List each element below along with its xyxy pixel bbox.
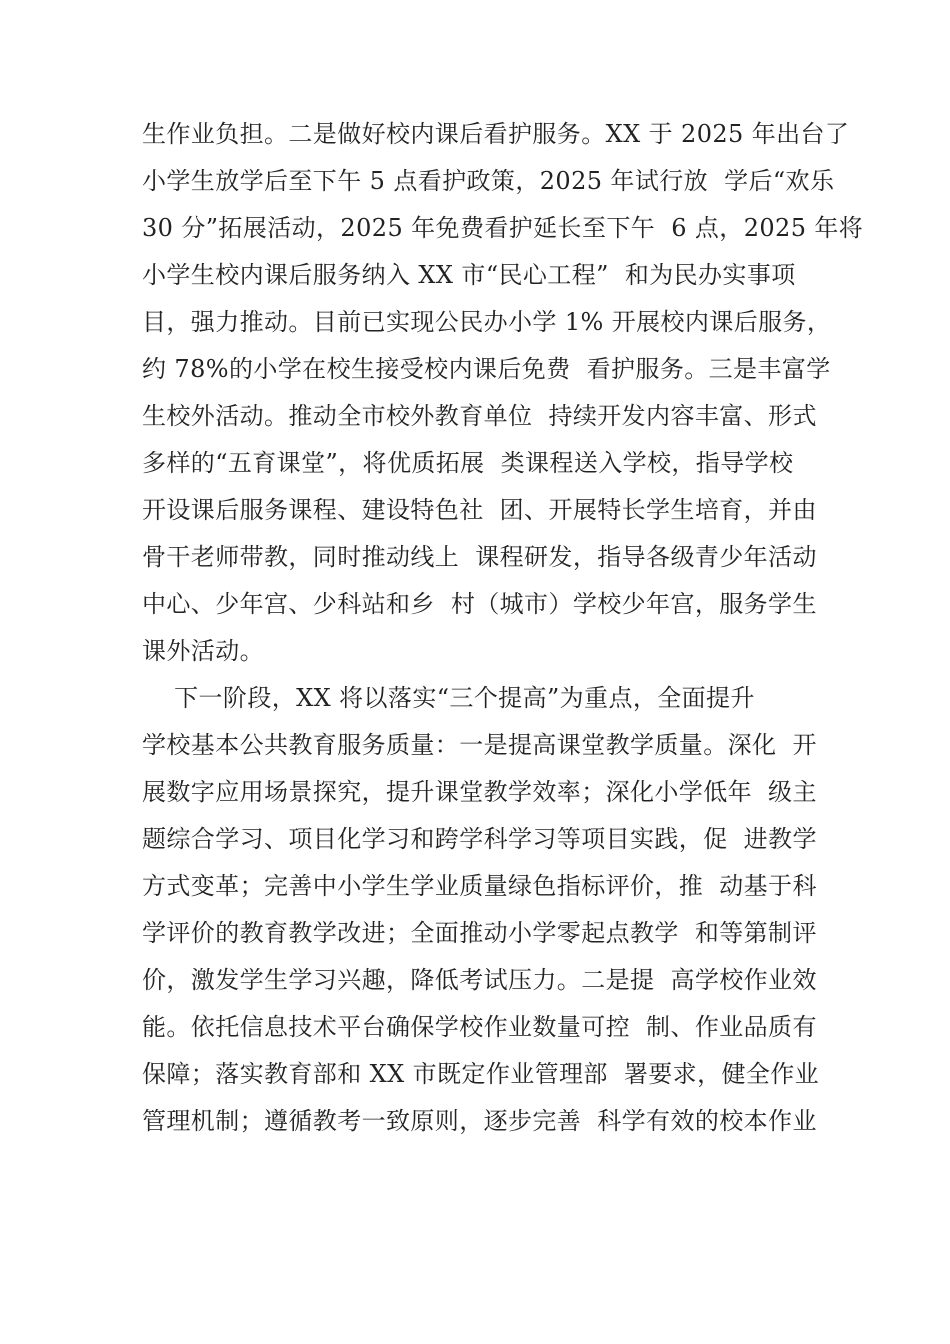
text-line: 生校外活动。推动全市校外教育单位 持续开发内容丰富、形式 bbox=[142, 402, 817, 430]
text-line: 展数字应用场景探究，提升课堂教学效率；深化小学低年 级主 bbox=[142, 778, 817, 806]
text-line: 小学生校内课后服务纳入 XX 市“民心工程” 和为民办实事项 bbox=[142, 261, 796, 289]
text-line: 题综合学习、项目化学习和跨学科学习等项目实践，促 进教学 bbox=[142, 825, 817, 853]
text-line: 价，激发学生学习兴趣，降低考试压力。二是提 高学校作业效 bbox=[142, 966, 817, 994]
text-line: 小学生放学后至下午 5 点看护政策，2025 年试行放 学后“欢乐 bbox=[142, 167, 835, 195]
text-line: 管理机制；遵循教考一致原则，逐步完善 科学有效的校本作业 bbox=[142, 1107, 817, 1135]
text-line: 30 分”拓展活动，2025 年免费看护延长至下午 6 点，2025 年将 bbox=[142, 214, 864, 242]
text-line: 学评价的教育教学改进；全面推动小学零起点教学 和等第制评 bbox=[142, 919, 817, 947]
text-line: 生作业负担。二是做好校内课后看护服务。XX 于 2025 年出台了 bbox=[142, 120, 850, 148]
text-line: 能。依托信息技术平台确保学校作业数量可控 制、作业品质有 bbox=[142, 1013, 817, 1041]
text-line: 约 78%的小学在校生接受校内课后免费 看护服务。三是丰富学 bbox=[142, 355, 831, 383]
body-text bbox=[142, 111, 864, 1145]
text-line: 保障；落实教育部和 XX 市既定作业管理部 署要求，健全作业 bbox=[142, 1060, 820, 1088]
text-line: 方式变革；完善中小学生学业质量绿色指标评价，推 动基于科 bbox=[142, 872, 817, 900]
text-line: 多样的“五育课堂”，将优质拓展 类课程送入学校，指导学校 bbox=[142, 449, 794, 477]
text-line: 下一阶段，XX 将以落实“三个提高”为重点，全面提升 bbox=[142, 684, 755, 712]
text-line: 学校基本公共教育服务质量：一是提高课堂教学质量。深化 开 bbox=[142, 731, 817, 759]
text-line: 目，强力推动。目前已实现公民办小学 1% 开展校内课后服务， bbox=[142, 308, 832, 336]
text-line: 课外活动。 bbox=[142, 637, 264, 665]
text-line: 开设课后服务课程、建设特色社 团、开展特长学生培育，并由 bbox=[142, 496, 817, 524]
text-line: 骨干老师带教，同时推动线上 课程研发，指导各级青少年活动 bbox=[142, 543, 817, 571]
text-line: 中心、少年宫、少科站和乡 村（城市）学校少年宫，服务学生 bbox=[142, 590, 817, 618]
